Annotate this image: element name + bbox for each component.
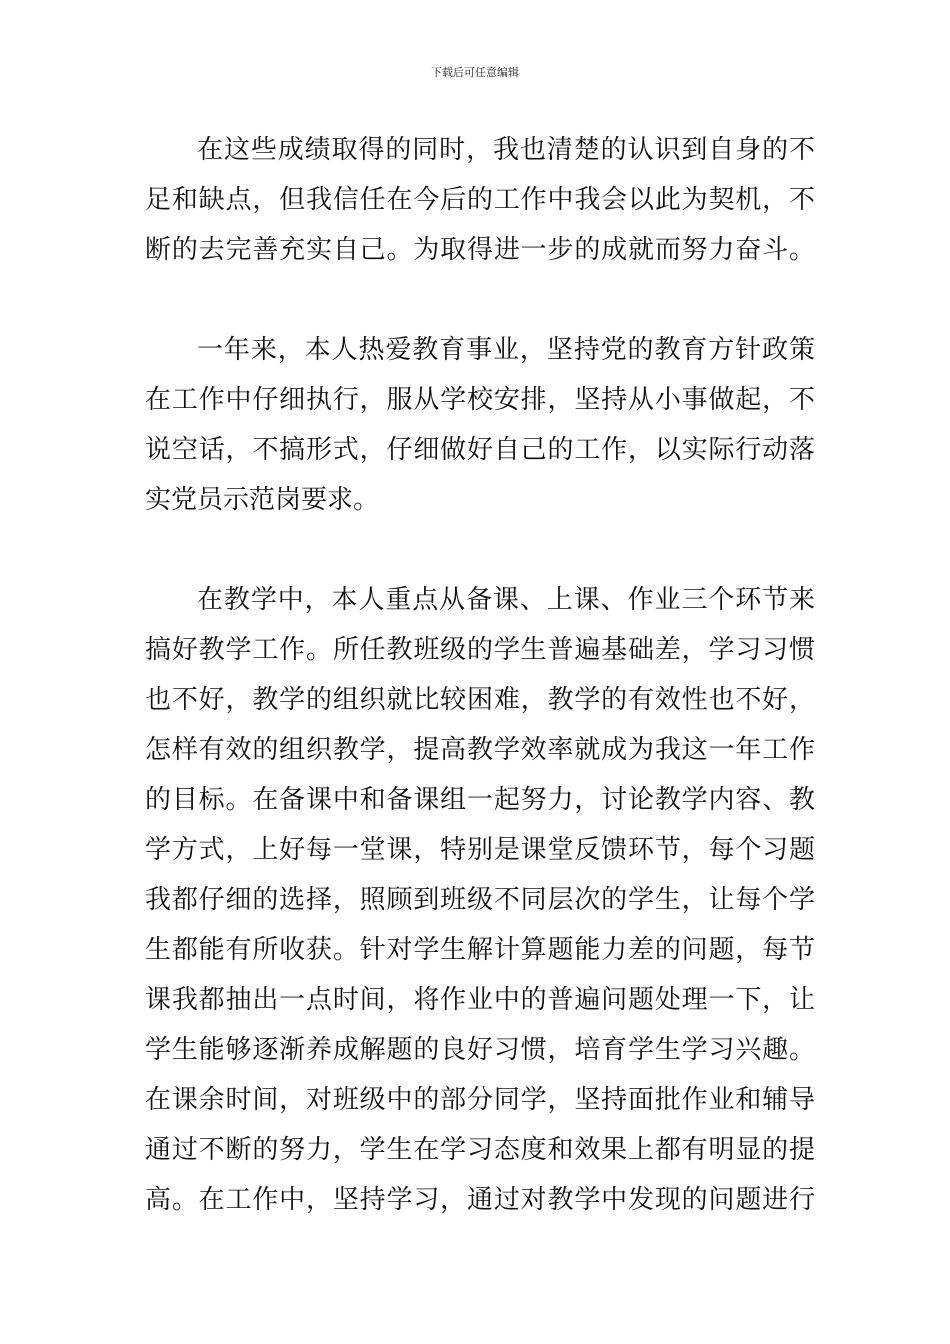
text-line: 学方式，上好每一堂课，特别是课堂反馈环节，每个习题 <box>145 835 815 865</box>
text-line: 足和缺点，但我信任在今后的工作中我会以此为契机，不 <box>145 185 815 215</box>
paragraph-3 <box>145 575 815 1225</box>
text-line: 学生能够逐渐养成解题的良好习惯，培育学生学习兴趣。 <box>145 1035 815 1065</box>
paragraph-2 <box>145 325 815 525</box>
page-header: 下载后可任意编辑 <box>431 66 519 79</box>
text-line: 说空话，不搞形式，仔细做好自己的工作，以实际行动落 <box>145 435 815 465</box>
text-line: 高。在工作中，坚持学习，通过对教学中发现的问题进行 <box>145 1185 815 1215</box>
text-line: 一年来，本人热爱教育事业，坚持党的教育方针政策 <box>197 335 815 365</box>
text-line: 课我都抽出一点时间，将作业中的普遍问题处理一下，让 <box>145 985 815 1015</box>
text-line: 生都能有所收获。针对学生解计算题能力差的问题，每节 <box>145 935 815 965</box>
text-line: 搞好教学工作。所任教班级的学生普遍基础差，学习习惯 <box>145 635 815 665</box>
text-line: 实党员示范岗要求。 <box>145 485 380 515</box>
paragraph-1 <box>145 125 815 275</box>
text-line: 的目标。在备课中和备课组一起努力，讨论教学内容、教 <box>145 785 815 815</box>
text-line: 在教学中，本人重点从备课、上课、作业三个环节来 <box>197 585 815 615</box>
text-line: 在课余时间，对班级中的部分同学，坚持面批作业和辅导 <box>145 1085 815 1115</box>
text-line: 在这些成绩取得的同时，我也清楚的认识到自身的不 <box>197 135 815 165</box>
text-line: 怎样有效的组织教学，提高教学效率就成为我这一年工作 <box>145 735 815 765</box>
text-line: 在工作中仔细执行，服从学校安排，坚持从小事做起，不 <box>145 385 815 415</box>
text-line: 断的去完善充实自己。为取得进一步的成就而努力奋斗。 <box>145 235 815 265</box>
text-line: 也不好，教学的组织就比较困难，教学的有效性也不好， <box>145 685 815 715</box>
text-line: 通过不断的努力，学生在学习态度和效果上都有明显的提 <box>145 1135 815 1165</box>
text-line: 我都仔细的选择，照顾到班级不同层次的学生，让每个学 <box>145 885 815 915</box>
